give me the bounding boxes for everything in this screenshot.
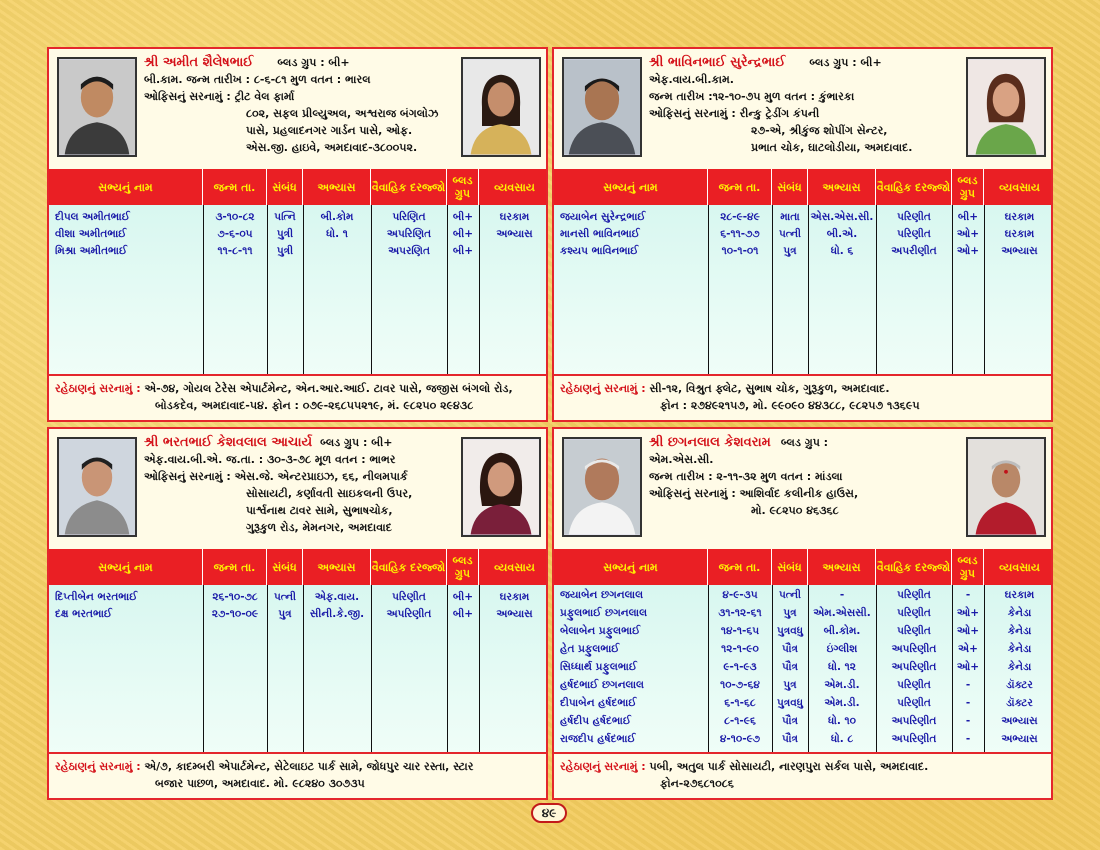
cell-relation: પુત્રી xyxy=(276,228,294,240)
cell-birth-date: ૮-૧-૯૬ xyxy=(724,715,756,727)
header-relation: સંબંધ xyxy=(772,549,808,585)
cell-occupation: કેનેડા xyxy=(1007,661,1032,673)
table-row xyxy=(49,606,546,623)
member-photo-male xyxy=(57,437,137,537)
cell-blood-group: એ+ xyxy=(958,643,978,655)
cell-name: હેત પ્રફુલભાઈ xyxy=(560,643,620,655)
address-line: ફોન : ૨૭૪૯૨૧૫૭, મો. ૯૯૦૯૦ ૪૪૩૮૮, ૯૮૨૫૭ ૧૩૬૯૫ xyxy=(660,399,920,412)
cell-occupation: કેનેડા xyxy=(1007,625,1032,637)
cell-blood-group: ઓ+ xyxy=(956,661,980,673)
header-marital-status: વૈવાહિક દરજ્જો xyxy=(876,549,952,585)
cell-relation: પુત્રવધુ xyxy=(776,625,804,637)
card-header xyxy=(49,429,546,549)
cell-relation: પત્ની xyxy=(273,591,297,603)
header-occupation: વ્યવસાય xyxy=(494,180,535,194)
header-member-name: સભ્યનું નામ xyxy=(49,549,203,585)
cell-blood-group: બી+ xyxy=(452,228,474,240)
info-line: ઓફિસનું સરનામું : રીન્કુ ટ્રેડીંગ કંપની xyxy=(649,107,820,120)
cell-blood-group: બી+ xyxy=(957,211,979,223)
cell-occupation: અભ્યાસ xyxy=(1001,245,1038,257)
address-label: રહેઠાણનું સરનામું : xyxy=(560,760,646,773)
table-row xyxy=(554,243,1051,260)
table-row xyxy=(554,587,1051,604)
card-header xyxy=(49,49,546,169)
info-line: પાસે, પ્રહલાદનગર ગાર્ડન પાસે, ઓફ. xyxy=(246,124,413,137)
table-row xyxy=(554,659,1051,676)
cell-birth-date: ૨૬-૧૦-૭૮ xyxy=(212,591,258,603)
header-birth-date: જન્મ તા. xyxy=(203,549,267,585)
head-blood-group: બ્લડ ગ્રુપ : બી+ xyxy=(277,56,350,69)
head-name: શ્રી અમીત શૈલેષભાઈ xyxy=(144,55,254,70)
info-line: જન્મ તારીખ : ૨-૧૧-૩૨ મુળ વતન : માંડલા xyxy=(649,470,843,483)
cell-occupation: કેનેડા xyxy=(1007,643,1032,655)
portrait-icon xyxy=(564,59,640,155)
cell-birth-date: ૩૧-૧૨-૬૧ xyxy=(718,607,762,619)
head-blood-group: બ્લડ ગ્રુપ : બી+ xyxy=(320,436,393,449)
header-occupation: વ્યવસાય xyxy=(999,180,1040,194)
cell-name: મિશ્રા અમીતભાઈ xyxy=(55,245,128,257)
member-photo-male xyxy=(57,57,137,157)
cell-education: ધો. ૬ xyxy=(830,245,854,257)
info-line: એમ.એસ.સી. xyxy=(649,453,714,466)
cell-marital-status: પરિણિત xyxy=(392,211,426,223)
cell-relation: પુત્રવધુ xyxy=(776,697,804,709)
cell-name: કશ્યપ ભાવિનભાઈ xyxy=(560,245,639,257)
residence-address xyxy=(554,374,1051,420)
cell-relation: પૌત્ર xyxy=(782,661,798,673)
cell-marital-status: અપરિણીત xyxy=(891,643,937,655)
table-row xyxy=(554,623,1051,640)
cell-name: હર્ષદભાઈ છગનલાલ xyxy=(560,679,644,691)
address-line: ૫બી, અતુલ પાર્ક સોસાયટી, નારણપુરા સર્કલ પાસે, અમદાવાદ. xyxy=(649,760,929,773)
cell-education xyxy=(303,243,371,260)
cell-relation: પત્ની xyxy=(778,589,802,601)
cell-occupation: ઘરકામ xyxy=(1004,211,1035,223)
header-birth-date: જન્મ તા. xyxy=(203,169,267,205)
member-photo-female xyxy=(966,57,1046,157)
table-row xyxy=(554,695,1051,712)
cell-birth-date: ૨૮-૯-૪૯ xyxy=(720,211,760,223)
address-line: એ/૭, કાદમ્બરી એપાર્ટમેન્ટ, સેટેલાઇટ પાર્ક સામે, જોધપુર ચાર રસ્તા, સ્ટાર xyxy=(144,760,474,773)
header-birth-date: જન્મ તા. xyxy=(708,549,772,585)
header-marital-status: વૈવાહિક દરજ્જો xyxy=(371,169,447,205)
cell-relation: પૌત્ર xyxy=(782,733,798,745)
header-education: અભ્યાસ xyxy=(808,549,876,585)
member-photo-female xyxy=(966,437,1046,537)
cell-blood-group: - xyxy=(965,733,971,745)
cell-marital-status: અપરણિત xyxy=(388,245,430,257)
cell-occupation: અભ્યાસ xyxy=(496,228,533,240)
cell-occupation: અભ્યાસ xyxy=(496,608,533,620)
cell-education: એફ.વાય. xyxy=(314,591,360,603)
info-line: ગુરૂકુળ રોડ, મેમનગર, અમદાવાદ xyxy=(246,521,392,534)
cell-occupation xyxy=(479,243,548,260)
family-card-3 xyxy=(47,427,548,800)
member-photo-male xyxy=(562,437,642,537)
portrait-icon xyxy=(564,439,640,535)
cell-marital-status: પરિણીત xyxy=(897,589,931,601)
cell-blood-group: ઓ+ xyxy=(956,245,980,257)
cell-birth-date: ૬-૧-૬૮ xyxy=(724,697,756,709)
cell-birth-date: ૧૨-૧-૯૦ xyxy=(721,643,759,655)
info-line: ઓફિસનું સરનામું : આશિર્વાદ કલીનીક હાઉસ, xyxy=(649,487,859,500)
cell-marital-status: અપરીણીત xyxy=(891,245,937,257)
cell-marital-status: અપરિણીત xyxy=(891,733,937,745)
header-member-name: સભ્યનું નામ xyxy=(49,169,203,205)
cell-marital-status: અપરિણિત xyxy=(386,228,432,240)
cell-blood-group: - xyxy=(965,679,971,691)
family-card-2 xyxy=(552,47,1053,422)
cell-marital-status: પરિણીત xyxy=(897,625,931,637)
info-line: એફ.વાય.બી.એ. જ.તા. : ૩૦-૩-૭૮ મૂળ વતન : ભાભર xyxy=(144,453,396,466)
cell-occupation: કેનેડા xyxy=(1007,607,1032,619)
info-line: સોસાયટી, કર્ણાવતી સાઇકલની ઉપર, xyxy=(246,487,413,500)
info-line: ઓફિસનું સરનામું : ટ્રીટ વેલ ફાર્મા xyxy=(144,90,295,103)
cell-marital-status: પરિણીત xyxy=(897,211,931,223)
head-name: શ્રી છગનલાલ કેશવરામ xyxy=(649,435,771,450)
cell-blood-group: ઓ+ xyxy=(956,228,980,240)
info-line: મો. ૯૮૨૫૦ ૪૬૩૬૮ xyxy=(751,504,839,517)
cell-name: દીપાબેન હર્ષદભાઈ xyxy=(560,697,637,709)
family-card-4 xyxy=(552,427,1053,800)
cell-occupation: ઘરકામ xyxy=(1004,589,1035,601)
cell-relation: પત્ની xyxy=(778,228,802,240)
cell-marital-status: પરિણીત xyxy=(897,697,931,709)
portrait-icon xyxy=(463,59,539,155)
table-header xyxy=(49,169,546,205)
cell-birth-date: ૧૪-૧-૬૫ xyxy=(720,625,760,637)
table-row xyxy=(554,677,1051,694)
header-relation: સંબંધ xyxy=(267,169,303,205)
header-blood-group: બ્લડ ગ્રુપ xyxy=(447,549,479,585)
info-line: એસ.જી. હાઇવે, અમદાવાદ-૩૮૦૦૫૨. xyxy=(246,141,418,154)
member-photo-female xyxy=(461,57,541,157)
cell-birth-date: ૭-૬-૦૫ xyxy=(217,228,253,240)
cell-education: બી.કોમ. xyxy=(823,625,861,637)
header-member-name: સભ્યનું નામ xyxy=(554,549,708,585)
cell-name: દીપલ અમીતભાઈ xyxy=(55,211,130,223)
cell-blood-group: - xyxy=(965,589,971,601)
table-row xyxy=(49,226,546,243)
cell-relation: પુત્ર xyxy=(783,245,797,257)
header-marital-status: વૈવાહિક દરજ્જો xyxy=(371,549,447,585)
table-row xyxy=(554,713,1051,730)
cell-marital-status: પરિણીત xyxy=(897,679,931,691)
card-header xyxy=(554,49,1051,169)
header-birth-date: જન્મ તા. xyxy=(708,169,772,205)
head-blood-group: બ્લડ ગ્રુપ : xyxy=(780,436,829,449)
cell-relation: પૌત્ર xyxy=(782,643,798,655)
residence-address xyxy=(49,752,546,798)
cell-name: જયાબેન છગનલાલ xyxy=(560,589,644,601)
cell-occupation: અભ્યાસ xyxy=(1001,733,1038,745)
info-line: ૮૦૨, સફલ પ્રીલ્યુઅલ, અશ્વરાજ બંગલોઝ xyxy=(246,107,439,120)
member-photo-female xyxy=(461,437,541,537)
table-header xyxy=(554,549,1051,585)
table-row xyxy=(49,209,546,226)
cell-birth-date: ૯-૧-૯૩ xyxy=(723,661,757,673)
cell-birth-date: ૪-૧૦-૯૭ xyxy=(719,733,761,745)
family-card-1 xyxy=(47,47,548,422)
cell-education: ધો. ૮ xyxy=(830,733,854,745)
table-row xyxy=(554,731,1051,748)
cell-education: એસ.એસ.સી. xyxy=(810,211,874,223)
cell-name: રાજદીપ હર્ષદભાઈ xyxy=(560,733,636,745)
cell-name: માનસી ભાવિનભાઈ xyxy=(560,228,640,240)
header-education: અભ્યાસ xyxy=(303,169,371,205)
cell-relation: પૌત્ર xyxy=(782,715,798,727)
cell-occupation: ઘરકામ xyxy=(1004,228,1035,240)
portrait-icon xyxy=(59,439,135,535)
info-line: જન્મ તારીખ :૧૨-૧૦-૭૫ મુળ વતન : કુંભારકા xyxy=(649,90,855,103)
address-line: ફોન-૨૭૬૮૧૦૮૬ xyxy=(660,777,734,790)
cell-education: ધો. ૧૨ xyxy=(828,661,856,673)
cell-occupation: ઘરકામ xyxy=(499,211,530,223)
cell-name: જયાબેન સુરેન્દ્રભાઈ xyxy=(560,211,646,223)
cell-education: એમ.ડી. xyxy=(824,697,860,709)
header-relation: સંબંધ xyxy=(267,549,303,585)
cell-education: સીની.કે.જી. xyxy=(309,608,365,620)
address-line: સી-૧૨, વિશ્રુત ફ્લેટ, સુભાષ ચોક, ગુરૂકુળ, અમદાવાદ. xyxy=(649,382,890,395)
table-header xyxy=(49,549,546,585)
cell-name: સિધ્ધાર્થ પ્રફુલભાઈ xyxy=(560,661,637,673)
address-line: બજાર પાછળ, અમદાવાદ. મો. ૯૮૨૪૦ ૩૦૭૩૫ xyxy=(155,777,365,790)
cell-birth-date: ૧૦-૭-૬૪ xyxy=(720,679,760,691)
header-blood-group: બ્લડ ગ્રુપ xyxy=(952,549,984,585)
head-blood-group: બ્લડ ગ્રુપ : બી+ xyxy=(809,56,882,69)
info-line: ૨૭-એ, શ્રીકુંજ શોપીંગ સેન્ટર, xyxy=(751,124,888,137)
cell-marital-status: અપરિણીત xyxy=(891,661,937,673)
member-photo-male xyxy=(562,57,642,157)
cell-occupation: ડૉક્ટર xyxy=(1006,697,1033,709)
residence-address xyxy=(49,374,546,420)
cell-relation: પુત્ર xyxy=(783,607,797,619)
address-line: એ-૭૪, ગોયલ ટેરેસ એપાર્ટમેન્ટ, એન.આર.આઈ. ટાવર પાસે, જજીસ બંગલો રોડ, xyxy=(144,382,513,395)
cell-name: વીશા અમીતભાઈ xyxy=(55,228,127,240)
head-name: શ્રી ભરતભાઈ કેશવલાલ આચાર્ય xyxy=(144,435,313,450)
header-blood-group: બ્લડ ગ્રુપ xyxy=(952,169,984,205)
cell-birth-date: ૩-૧૦-૮૨ xyxy=(215,211,255,223)
table-row xyxy=(554,605,1051,622)
cell-marital-status: અપરિણીત xyxy=(386,608,432,620)
cell-birth-date: ૧૦-૧-૦૧ xyxy=(721,245,759,257)
portrait-icon xyxy=(59,59,135,155)
cell-occupation: ડૉક્ટર xyxy=(1006,679,1033,691)
cell-blood-group: ઓ+ xyxy=(956,625,980,637)
cell-occupation: અભ્યાસ xyxy=(1001,715,1038,727)
info-line: પાર્શ્વનાથ ટાવર સામે, સુભાષચોક, xyxy=(246,504,393,517)
cell-education: એમ.એસસી. xyxy=(813,607,871,619)
cell-birth-date: ૪-૯-૩૫ xyxy=(722,589,758,601)
cell-relation: પુત્ર xyxy=(783,679,797,691)
cell-relation: પુત્ર xyxy=(278,608,292,620)
header-education: અભ્યાસ xyxy=(303,549,371,585)
cell-education: બી.કોમ xyxy=(320,211,354,223)
address-label: રહેઠાણનું સરનામું : xyxy=(560,382,646,395)
cell-name: દક્ષ ભરતભાઈ xyxy=(55,608,113,620)
table-row xyxy=(554,226,1051,243)
cell-name: હર્ષદીપ હર્ષદભાઈ xyxy=(560,715,631,727)
info-line: એફ.વાય.બી.કામ. xyxy=(649,73,734,86)
cell-blood-group: - xyxy=(965,715,971,727)
cell-name: દિપ્તીબેન ભરતભાઈ xyxy=(55,591,138,603)
header-relation: સંબંધ xyxy=(772,169,808,205)
cell-marital-status: પરિણીત xyxy=(897,228,931,240)
header-education: અભ્યાસ xyxy=(808,169,876,205)
header-member-name: સભ્યનું નામ xyxy=(554,169,708,205)
info-line: પ્રભાત ચોક, ઘાટલોડીયા, અમદાવાદ. xyxy=(751,141,913,154)
address-label: રહેઠાણનું સરનામું : xyxy=(55,382,141,395)
table-row xyxy=(49,589,546,606)
head-name: શ્રી ભાવિનભાઈ સુરેન્દ્રભાઈ xyxy=(649,55,786,70)
cell-birth-date: ૬-૧૧-૭૭ xyxy=(720,228,760,240)
info-line: ઓફિસનું સરનામું : એસ.જે. એન્ટરપ્રાઇઝ, ૬૬, નીલમપાર્ક xyxy=(144,470,408,483)
table-header xyxy=(554,169,1051,205)
address-label: રહેઠાણનું સરનામું : xyxy=(55,760,141,773)
portrait-icon xyxy=(463,439,539,535)
header-occupation: વ્યવસાય xyxy=(494,560,535,574)
cell-relation: માતા xyxy=(780,211,800,223)
portrait-icon xyxy=(968,59,1044,155)
cell-marital-status: પરિણીત xyxy=(897,607,931,619)
info-line: બી.કામ. જન્મ તારીખ : ૮-૬-૮૧ મુળ વતન : ભારલ xyxy=(144,73,371,86)
page-number: ૪૯ xyxy=(531,803,567,823)
portrait-icon xyxy=(968,439,1044,535)
cell-education: એમ.ડી. xyxy=(824,679,860,691)
cell-relation: પુત્રી xyxy=(276,245,294,257)
address-line: બોડકદેવ, અમદાવાદ-૫૪. ફોન : ૦૭૯-૨૬૮૫૫૨૧૯, મં. ૯૮૨૫૦ ૨૯૪૩૮ xyxy=(155,399,474,412)
cell-education: ધો. ૧ xyxy=(326,228,348,240)
cell-blood-group: બી+ xyxy=(452,245,474,257)
table-row xyxy=(554,641,1051,658)
header-blood-group: બ્લડ ગ્રુપ xyxy=(447,169,479,205)
cell-blood-group: બી+ xyxy=(452,591,474,603)
cell-marital-status: પરિણીત xyxy=(392,591,426,603)
cell-education: ઇંગ્લીશ xyxy=(826,643,858,655)
table-row xyxy=(49,243,546,260)
cell-birth-date: ૨૭-૧૦-૦૯ xyxy=(211,608,259,620)
cell-blood-group: - xyxy=(965,697,971,709)
cell-name: બેલાબેન પ્રફુલભાઈ xyxy=(560,625,641,637)
cell-education: - xyxy=(839,589,845,601)
cell-occupation: ઘરકામ xyxy=(499,591,530,603)
cell-blood-group: બી+ xyxy=(452,211,474,223)
cell-name: પ્રફુલભાઈ છગનલાલ xyxy=(560,607,648,619)
cell-birth-date: ૧૧-૮-૧૧ xyxy=(217,245,253,257)
cell-education: બી.એ. xyxy=(826,228,858,240)
cell-relation: પત્નિ xyxy=(274,211,296,223)
table-row xyxy=(554,209,1051,226)
cell-marital-status: અપરિણીત xyxy=(891,715,937,727)
header-marital-status: વૈવાહિક દરજ્જો xyxy=(876,169,952,205)
card-header xyxy=(554,429,1051,549)
cell-blood-group: ઓ+ xyxy=(956,607,980,619)
cell-education: ધો. ૧૦ xyxy=(827,715,857,727)
residence-address xyxy=(554,752,1051,798)
header-occupation: વ્યવસાય xyxy=(999,560,1040,574)
cell-blood-group: બી+ xyxy=(452,608,474,620)
